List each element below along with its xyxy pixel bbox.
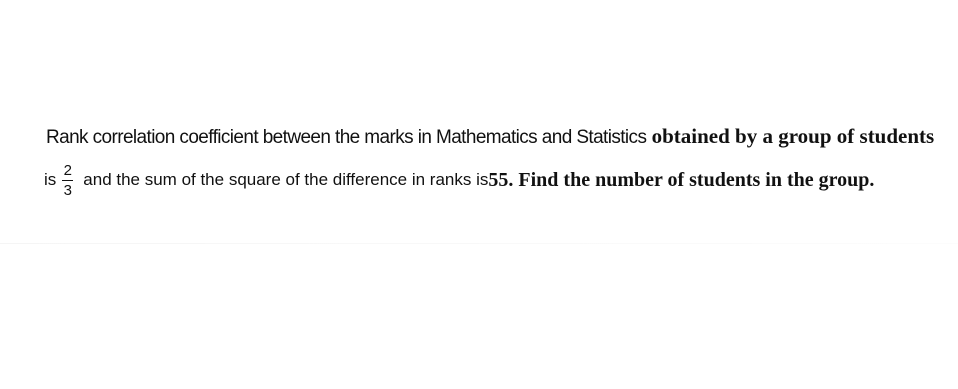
fraction-bar [62,180,73,181]
question-line-2-text: and the sum of the square of the difference in ranks is [83,170,489,189]
question-line-1-tail: obtained by a group of students [646,124,935,148]
question-line-1 [46,124,934,149]
question-line-1-text: Rank correlation coefficient between the marks in Mathematics and Statistics [46,127,647,148]
question-line-2-prefix: is [44,170,57,189]
scan-shadow [0,243,958,244]
fraction-numerator: 2 [63,161,72,179]
question-line-2 [44,156,874,204]
fraction [62,163,73,198]
fraction-denominator: 3 [63,181,72,199]
question-line-2-tail: 55. Find the number of students in the group. [488,168,875,191]
